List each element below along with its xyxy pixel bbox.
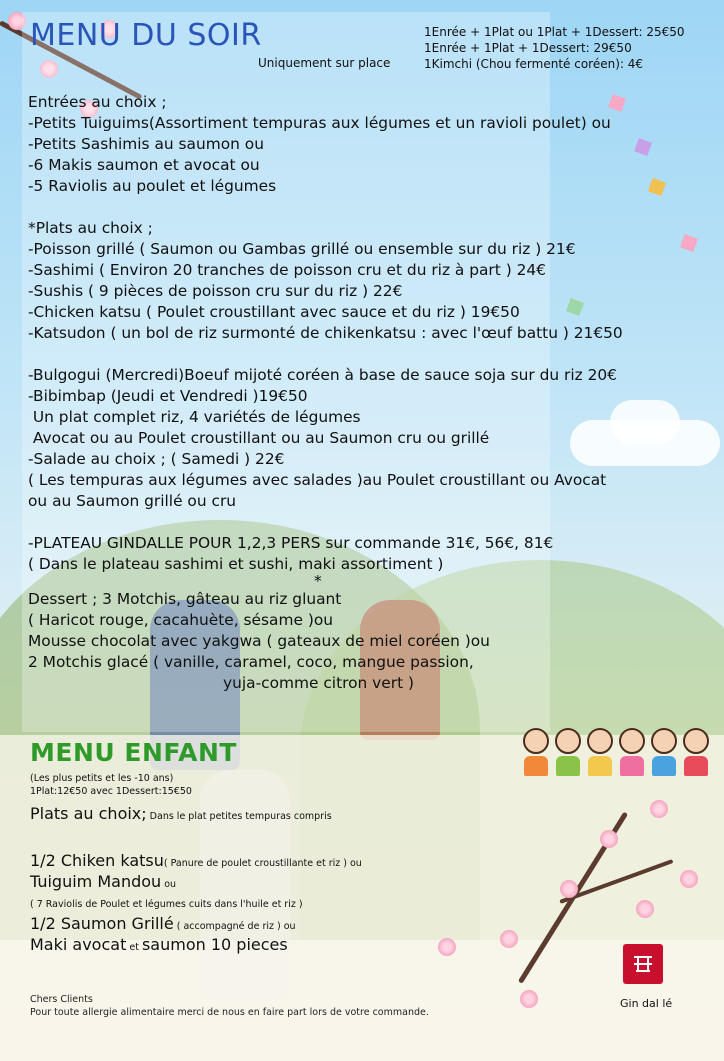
cherry-blossom-icon [680,870,698,888]
formula-line: 1Enrée + 1Plat ou 1Plat + 1Dessert: 25€50 [424,25,685,39]
enfant-item-name: 1/2 Saumon Grillé [30,914,174,933]
enfant-item-desc: ( Panure de poulet croustillante et riz ) ou [163,858,362,869]
entree-item: -Petits Sashimis au saumon ou [28,135,264,153]
entree-item: -5 Raviolis au poulet et légumes [28,177,277,195]
special-item: -Bulgogui (Mercredi)Boeuf mijoté coréen à base de sauce soja sur du riz 20€ [28,366,617,384]
enfant-age-note: (Les plus petits et les -10 ans) [30,773,174,784]
enfant-item [30,872,550,891]
child-icon [554,728,582,776]
cherry-blossom-icon [600,830,618,848]
special-item: Un plat complet riz, 4 variétés de légumes [28,408,361,426]
special-item: ou au Saumon grillé ou cru [28,492,237,510]
dessert-item: ( Haricot rouge, cacahuète, sésame )ou [28,611,334,629]
plat-item: -Sashimi ( Environ 20 tranches de poisson cru et du riz à part ) 24€ [28,261,546,279]
plat-item: -Chicken katsu ( Poulet croustillant avec sauce et du riz ) 19€50 [28,303,520,321]
child-icon [522,728,550,776]
children-illustration [522,728,712,780]
seal-glyph-icon [628,949,658,979]
enfant-plats-note: Dans le plat petites tempuras compris [146,811,332,822]
allergy-greeting: Chers Clients [30,994,93,1005]
enfant-item-desc: ( 7 Raviolis de Poulet et légumes cuits dans l'huile et riz ) [30,899,303,910]
dessert-item: Dessert ; 3 Motchis, gâteau au riz gluant [28,590,342,608]
restaurant-seal-icon [623,944,663,984]
restaurant-name: Gin dal lé [620,997,673,1010]
formula-line: 1Kimchi (Chou fermenté coréen): 4€ [424,57,644,71]
special-item: -Bibimbap (Jeudi et Vendredi )19€50 [28,387,308,405]
enfant-item-desc: ( accompagné de riz ) ou [173,921,296,932]
formula-prices [424,24,685,72]
enfant-item-name: Tuiguim Mandou [30,872,162,891]
enfant-item-desc: ou [161,879,177,890]
child-icon [618,728,646,776]
separator-star: * [314,572,322,590]
enfant-plats-row [30,804,550,823]
allergy-notice [30,993,429,1019]
enfant-item [30,914,550,933]
dessert-item: yuja-comme citron vert ) [223,674,415,692]
plats-heading: *Plats au choix ; [28,219,153,237]
cherry-blossom-icon [520,990,538,1008]
plateau-line: -PLATEAU GINDALLE POUR 1,2,3 PERS sur commande 31€, 56€, 81€ [28,534,554,552]
enfant-note [30,772,192,798]
menu-subtitle: Uniquement sur place [258,56,391,70]
enfant-plats-label: Plats au choix; [30,804,147,823]
allergy-text: Pour toute allergie alimentaire merci de nous en faire part lors de votre commande. [30,1007,429,1018]
formula-line: 1Enrée + 1Plat + 1Dessert: 29€50 [424,41,632,55]
enfant-list [30,804,550,954]
dessert-item: 2 Motchis glacé ( vanille, caramel, coco, mangue passion, [28,653,474,671]
enfant-item-name: saumon 10 pieces [141,935,288,954]
special-item: ( Les tempuras aux légumes avec salades )au Poulet croustillant ou Avocat [28,471,607,489]
cherry-blossom-icon [560,880,578,898]
menu-title: MENU DU SOIR [30,18,262,53]
plateau-line: ( Dans le plateau sashimi et sushi, maki assortiment ) [28,555,444,573]
entree-item: -Petits Tuiguims(Assortiment tempuras aux légumes et un ravioli poulet) ou [28,114,611,132]
enfant-item-name: Maki avocat [30,935,127,954]
enfant-item [30,935,550,954]
entrees-heading: Entrées au choix ; [28,93,167,111]
menu-body [28,92,708,694]
cherry-blossom-icon [636,900,654,918]
cherry-blossom-icon [650,800,668,818]
enfant-item-name: 1/2 Chiken katsu [30,851,164,870]
child-icon [586,728,614,776]
enfant-item-connector: et [126,942,142,953]
plat-item: -Katsudon ( un bol de riz surmonté de chikenkatsu : avec l'œuf battu ) 21€50 [28,324,623,342]
special-item: Avocat ou au Poulet croustillant ou au Saumon cru ou grillé [28,429,490,447]
plat-item: -Poisson grillé ( Saumon ou Gambas grillé ou ensemble sur du riz ) 21€ [28,240,576,258]
plat-item: -Sushis ( 9 pièces de poisson cru sur du riz ) 22€ [28,282,403,300]
enfant-item [30,851,550,870]
entree-item: -6 Makis saumon et avocat ou [28,156,260,174]
special-item: -Salade au choix ; ( Samedi ) 22€ [28,450,285,468]
child-icon [682,728,710,776]
dessert-item: Mousse chocolat avec yakgwa ( gateaux de miel coréen )ou [28,632,490,650]
enfant-price-note: 1Plat:12€50 avec 1Dessert:15€50 [30,786,192,797]
enfant-title: MENU ENFANT [30,738,237,767]
child-icon [650,728,678,776]
